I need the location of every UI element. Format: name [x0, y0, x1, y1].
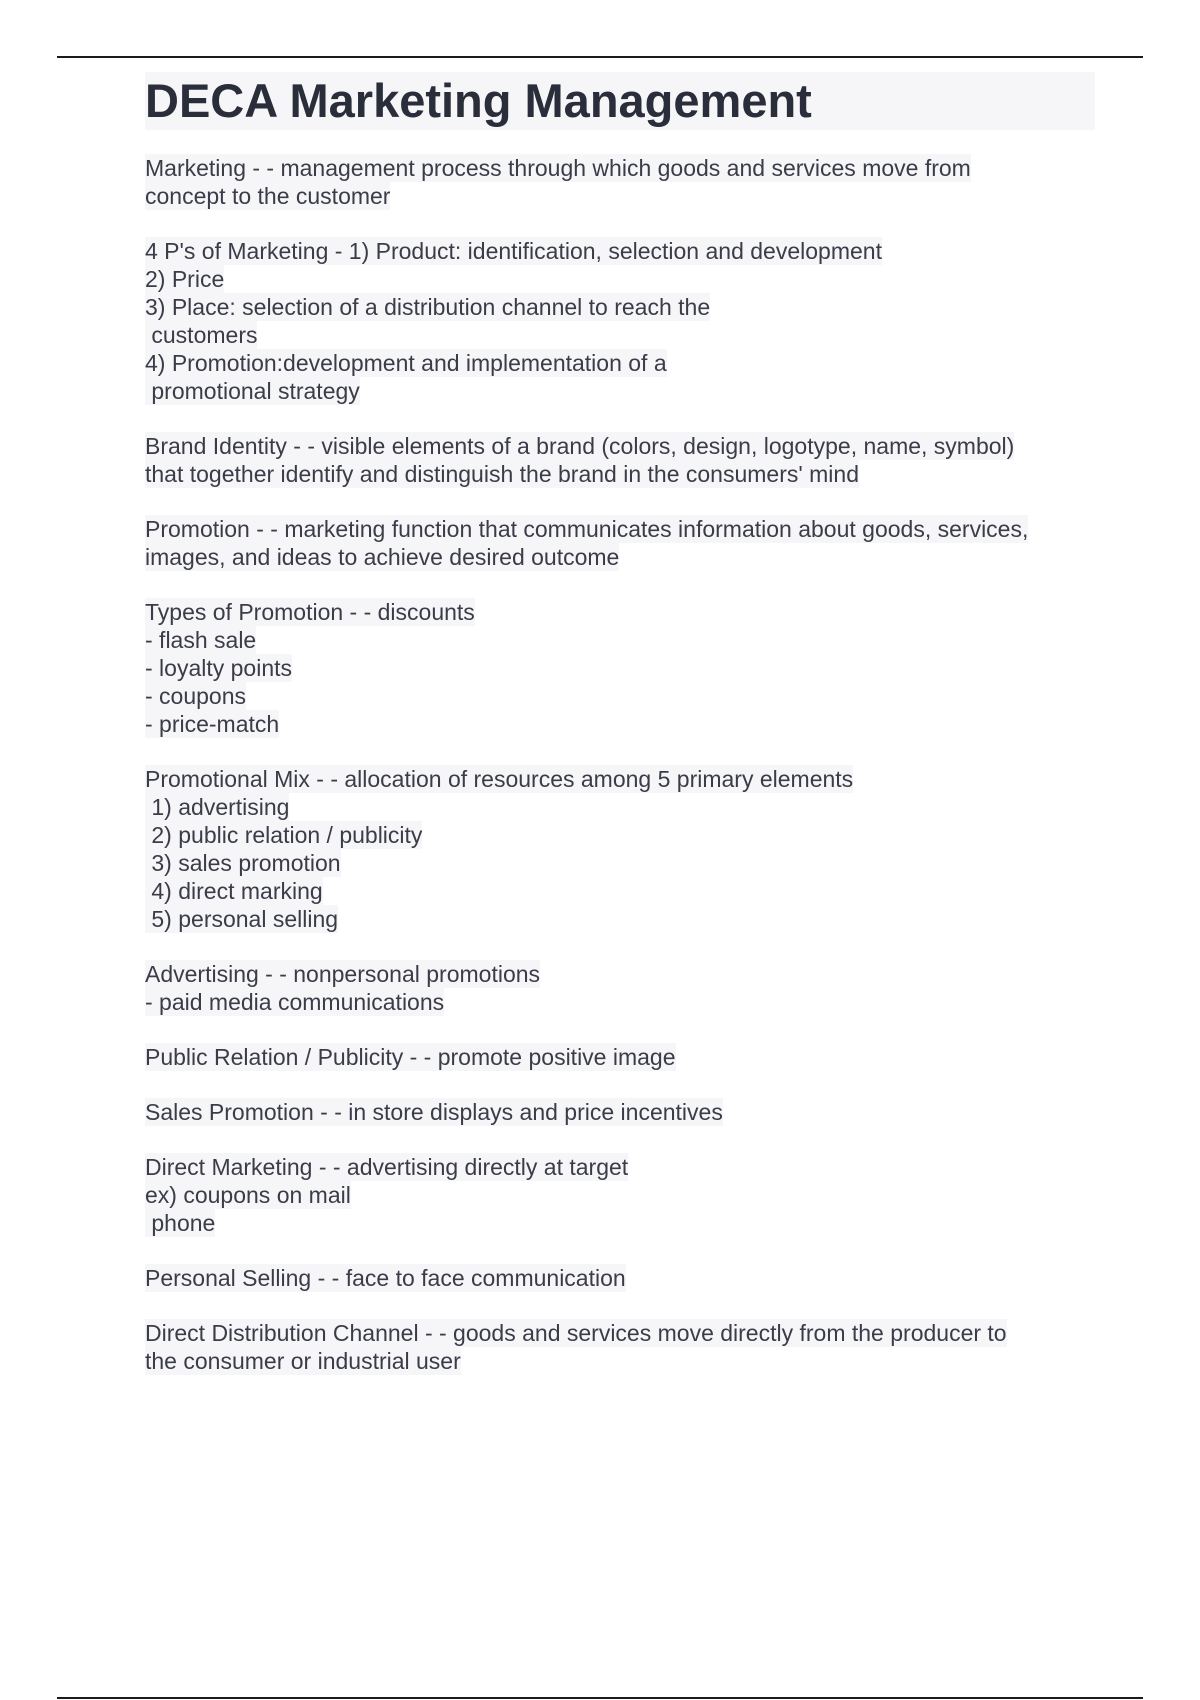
flashcard-text-line: Sales Promotion - - in store displays and price incentives — [145, 1099, 723, 1125]
flashcard-text-line: - paid media communications — [145, 989, 445, 1015]
flashcard-entry — [145, 1098, 1095, 1126]
page-title: DECA Marketing Management — [145, 74, 812, 127]
flashcard-text-line: 3) sales promotion — [145, 850, 341, 876]
flashcard-entry — [145, 1043, 1095, 1071]
flashcard-text-line: Promotion - - marketing function that communicates information about goods, services, — [145, 516, 1029, 542]
flashcard-entry — [145, 598, 1095, 738]
flashcard-entry — [145, 960, 1095, 1016]
flashcard-entry — [145, 154, 1095, 210]
flashcard-entry — [145, 432, 1095, 488]
flashcard-entry — [145, 1153, 1095, 1237]
top-rule — [57, 56, 1143, 58]
flashcard-text-line: 2) public relation / publicity — [145, 822, 423, 848]
flashcard-text-line: Marketing - - management process through which goods and services move from — [145, 155, 971, 181]
flashcard-text-line: promotional strategy — [145, 378, 360, 404]
flashcard-text-line: Brand Identity - - visible elements of a brand (colors, design, logotype, name, symbol) — [145, 433, 1015, 459]
flashcard-text-line: concept to the customer — [145, 183, 391, 209]
flashcard-text-line: - coupons — [145, 683, 247, 709]
flashcard-text-line: Types of Promotion - - discounts — [145, 599, 475, 625]
flashcard-text-line: 5) personal selling — [145, 906, 339, 932]
flashcard-text-line: the consumer or industrial user — [145, 1348, 461, 1374]
flashcard-text-line: that together identify and distinguish the brand in the consumers' mind — [145, 461, 859, 487]
flashcard-text-line: images, and ideas to achieve desired outcome — [145, 544, 620, 570]
flashcard-text-line: Direct Marketing - - advertising directly at target — [145, 1154, 629, 1180]
flashcard-text-line: 1) advertising — [145, 794, 290, 820]
flashcard-text-line: 4) Promotion:development and implementation of a — [145, 350, 667, 376]
flashcard-entry — [145, 1264, 1095, 1292]
flashcard-text-line: Personal Selling - - face to face communication — [145, 1265, 626, 1291]
flashcard-text-line: - price-match — [145, 711, 280, 737]
flashcard-text-line: 2) Price — [145, 266, 225, 292]
bottom-rule — [57, 1697, 1143, 1699]
flashcard-entry — [145, 1319, 1095, 1375]
flashcard-text-line: 3) Place: selection of a distribution channel to reach the — [145, 294, 711, 320]
flashcard-text-line: ex) coupons on mail — [145, 1182, 351, 1208]
flashcard-text-line: phone — [145, 1210, 216, 1236]
title-block — [145, 72, 1095, 130]
flashcard-text-line: Promotional Mix - - allocation of resources among 5 primary elements — [145, 766, 854, 792]
flashcard-entry — [145, 765, 1095, 933]
flashcard-text-line: 4) direct marking — [145, 878, 323, 904]
flashcard-list — [145, 154, 1095, 1375]
flashcard-text-line: Advertising - - nonpersonal promotions — [145, 961, 541, 987]
flashcard-text-line: 4 P's of Marketing - 1) Product: identification, selection and development — [145, 238, 882, 264]
flashcard-text-line: Direct Distribution Channel - - goods and services move directly from the producer to — [145, 1320, 1007, 1346]
flashcard-text-line: - flash sale — [145, 627, 257, 653]
flashcard-text-line: Public Relation / Publicity - - promote positive image — [145, 1044, 676, 1070]
flashcard-entry — [145, 515, 1095, 571]
flashcard-text-line: - loyalty points — [145, 655, 293, 681]
document-content — [145, 72, 1095, 1402]
flashcard-text-line: customers — [145, 322, 258, 348]
flashcard-entry — [145, 237, 1095, 405]
